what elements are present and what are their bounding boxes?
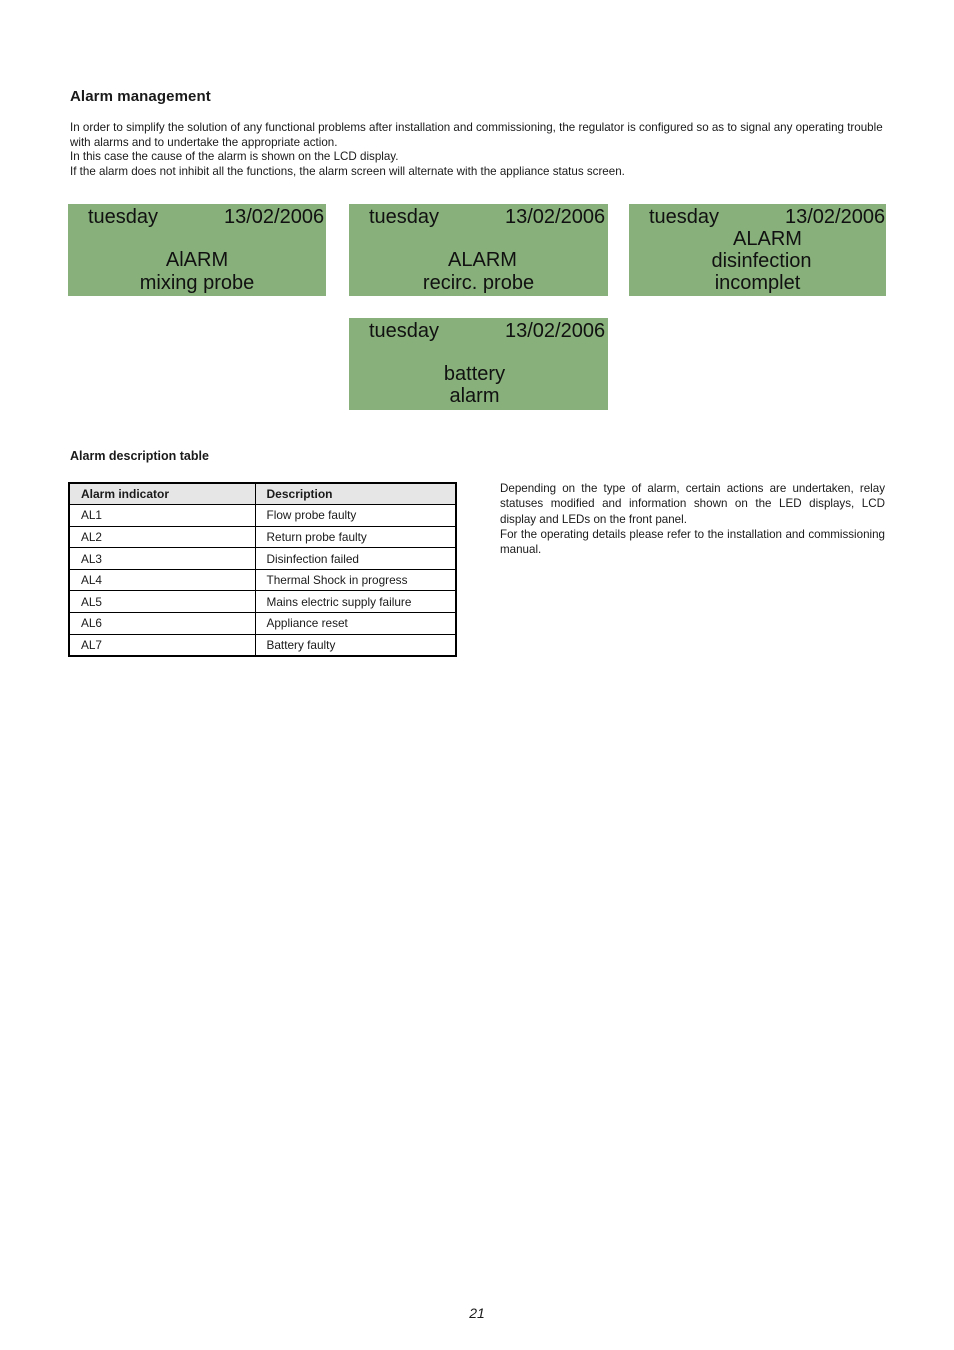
alarm-code: AL7 <box>69 634 255 656</box>
column-header: Alarm indicator <box>69 483 255 505</box>
alarm-description: Disinfection failed <box>255 548 456 570</box>
alarm-description: Flow probe faulty <box>255 505 456 527</box>
lcd-screen-battery-alarm <box>349 318 608 410</box>
lcd-day: tuesday <box>88 206 159 228</box>
table-row <box>69 613 456 635</box>
intro-paragraph: In this case the cause of the alarm is shown on the LCD display. <box>70 150 399 164</box>
lcd-screen-mixing-probe <box>68 204 326 296</box>
lcd-message-line: disinfection <box>711 250 812 272</box>
table-row <box>69 569 456 591</box>
side-paragraph: Depending on the type of alarm, certain actions are undertaken, relay statuses modified and information shown on the LED displays, LCD display and LEDs on the front panel. <box>500 482 885 526</box>
alarm-code: AL1 <box>69 505 255 527</box>
lcd-message-line: incomplet <box>714 272 801 294</box>
intro-text <box>70 121 886 179</box>
table-row <box>69 548 456 570</box>
alarm-code: AL5 <box>69 591 255 613</box>
alarm-description: Battery faulty <box>255 634 456 656</box>
lcd-message-line: AlARM <box>165 249 229 271</box>
section-title: Alarm management <box>70 88 211 105</box>
lcd-date: 13/02/2006 <box>785 206 886 228</box>
alarm-description: Mains electric supply failure <box>255 591 456 613</box>
lcd-date: 13/02/2006 <box>505 206 606 228</box>
lcd-message-line: mixing probe <box>139 272 255 294</box>
lcd-day: tuesday <box>369 206 440 228</box>
alarm-description-table <box>68 482 457 657</box>
lcd-message-line: ALARM <box>448 249 517 271</box>
lcd-day: tuesday <box>649 206 720 228</box>
table-header-row <box>69 483 456 505</box>
lcd-date: 13/02/2006 <box>224 206 325 228</box>
alarm-description: Thermal Shock in progress <box>255 569 456 591</box>
lcd-date: 13/02/2006 <box>505 320 606 342</box>
table-row <box>69 591 456 613</box>
alarm-code: AL6 <box>69 613 255 635</box>
intro-paragraph: In order to simplify the solution of any functional problems after installation and commissioning, the regulator is configured so as to signal any operating trouble with alarms and to undertake the appropriate action. <box>70 121 883 149</box>
lcd-message-line: recirc. probe <box>422 272 535 294</box>
table-row <box>69 526 456 548</box>
lcd-screen-recirc-probe <box>349 204 608 296</box>
alarm-description: Return probe faulty <box>255 526 456 548</box>
alarm-code: AL3 <box>69 548 255 570</box>
alarm-code: AL2 <box>69 526 255 548</box>
table-row <box>69 634 456 656</box>
intro-paragraph: If the alarm does not inhibit all the functions, the alarm screen will alternate with the appliance status screen. <box>70 164 625 178</box>
side-paragraph: For the operating details please refer to the installation and commissioning manual. <box>500 527 885 557</box>
column-header: Description <box>255 483 456 505</box>
alarm-code: AL4 <box>69 569 255 591</box>
table-title: Alarm description table <box>70 449 209 463</box>
lcd-day: tuesday <box>369 320 440 342</box>
lcd-message-line: ALARM <box>733 228 802 250</box>
lcd-message-line: battery <box>443 363 506 385</box>
lcd-screen-disinfection-incomplete <box>629 204 886 296</box>
table-row <box>69 505 456 527</box>
lcd-message-line: alarm <box>449 385 500 407</box>
alarm-description: Appliance reset <box>255 613 456 635</box>
side-text <box>500 481 885 557</box>
page-number: 21 <box>469 1305 485 1321</box>
